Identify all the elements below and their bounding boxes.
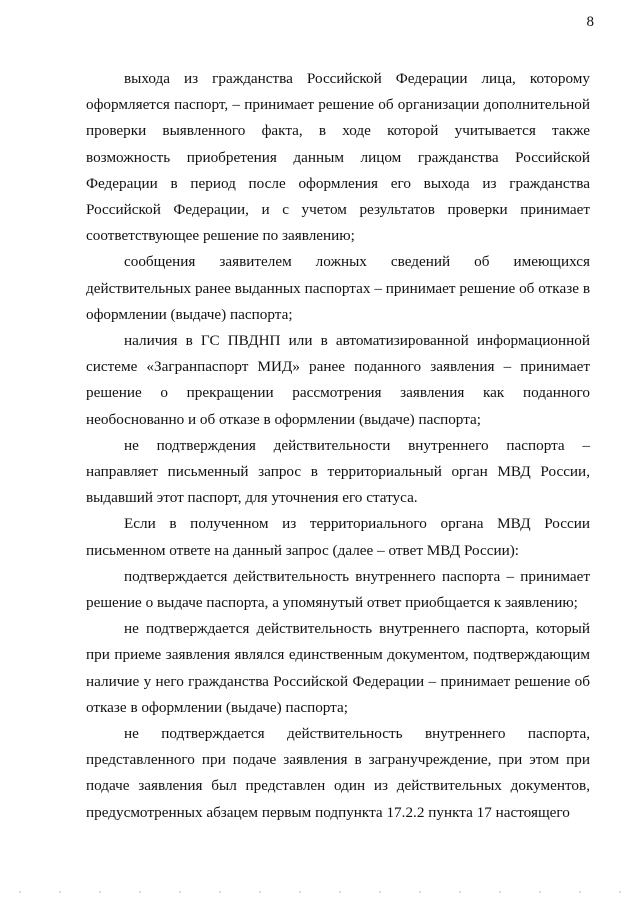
paragraph-1: выхода из гражданства Российской Федерации лица, которому оформляется паспорт, – принимает решение об организации дополнительной проверки выявленного факта, в ходе которой учитывается также возможность приобретения данным лицом гражданства Российской Федерации в период после оформления его выхода из гражданства Российской Федерации, и с учетом результатов проверки принимает соответствующее решение по заявлению; [86,70,590,245]
paragraph-3: наличия в ГС ПВДНП или в автоматизированной информационной системе «Загранпаспорт МИД» ранее поданного заявления – принимает решение о прекращении рассмотрения заявления как поданного необоснованно и об отказе в оформлении (выдаче) паспорта; [86,332,590,428]
scan-noise [0,891,640,895]
document-body [86,66,590,826]
page-number: 8 [586,14,594,30]
paragraph-6: подтверждается действительность внутреннего паспорта – принимает решение о выдаче паспорта, а упомянутый ответ приобщается к заявлению; [86,567,590,612]
paragraph-4: не подтверждения действительности внутреннего паспорта – направляет письменный запрос в территориальный орган МВД России, выдавший этот паспорт, для уточнения его статуса. [86,436,590,507]
paragraph-8: не подтверждается действительность внутреннего паспорта, представленного при подаче заявления в загранучреждение, при этом при подаче заявления был представлен один из действительных документов, предусмотренных абзацем первым подпункта 17.2.2 пункта 17 настоящего [86,725,590,821]
paragraph-7: не подтверждается действительность внутреннего паспорта, который при приеме заявления являлся единственным документом, подтверждающим наличие у него гражданства Российской Федерации – принимает решение об отказе в оформлении (выдаче) паспорта; [86,620,590,716]
paragraph-2: сообщения заявителем ложных сведений об имеющихся действительных ранее выданных паспортах – принимает решение об отказе в оформлении (выдаче) паспорта; [86,253,590,323]
paragraph-5: Если в полученном из территориального органа МВД России письменном ответе на данный запрос (далее – ответ МВД России): [86,515,590,559]
